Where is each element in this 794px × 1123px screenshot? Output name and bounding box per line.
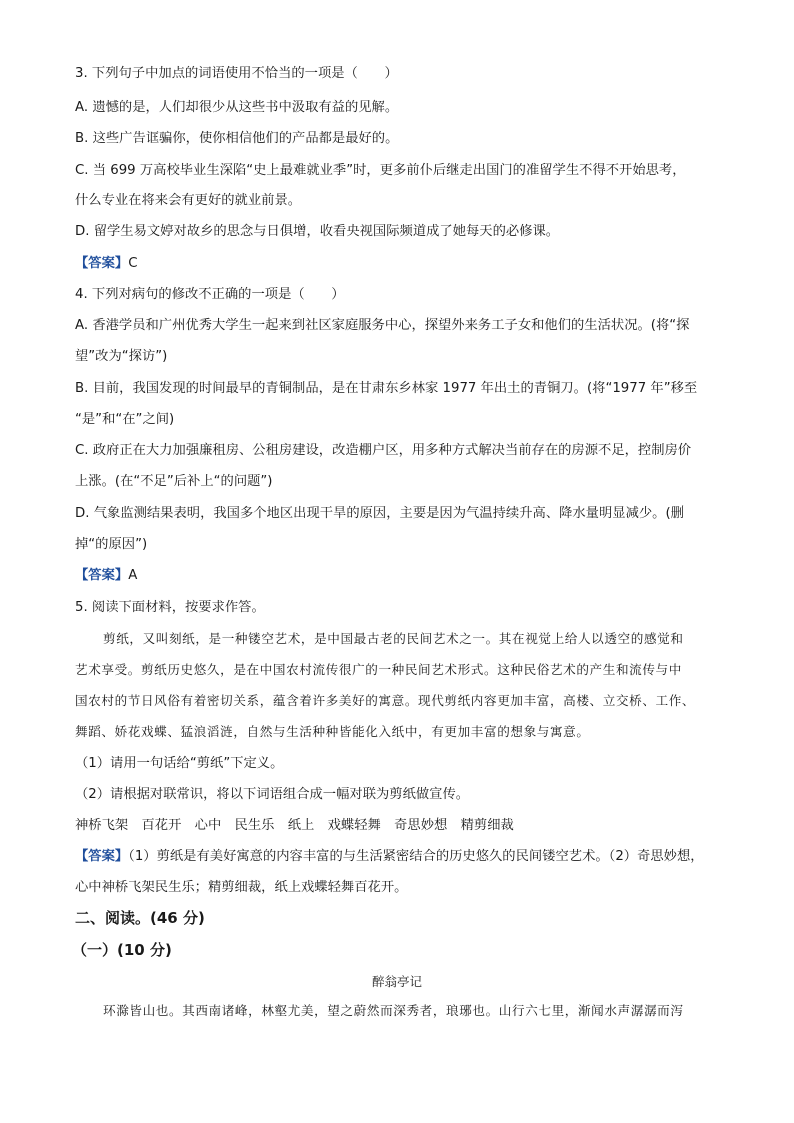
answer-tag: 【答案】 bbox=[75, 568, 129, 583]
q3-option-c-line1: C. 当 699 万高校毕业生深陷“史上最难就业季”时，更多前仆后继走出国门的准留学生不得不开始思考， bbox=[75, 163, 686, 178]
answer-value: A bbox=[128, 568, 138, 583]
answer-tag: 【答案】 bbox=[75, 849, 129, 864]
q4-stem: 4. 下列对病句的修改不正确的一项是（ ） bbox=[75, 287, 345, 302]
passage-title: 醉翁亭记 bbox=[371, 974, 422, 989]
q3-option-b: B. 这些广告诓骗你，使你相信他们的产品都是最好的。 bbox=[75, 131, 399, 146]
q4-option-a-line2: 望”改为“探访”) bbox=[75, 349, 168, 364]
q4-option-a-line1: A. 香港学员和广州优秀大学生一起来到社区家庭服务中心，探望外来务工子女和他们的生活状况。(将“探 bbox=[75, 318, 690, 333]
q5-subquestion-1: （1）请用一句话给“剪纸”下定义。 bbox=[75, 756, 284, 771]
q3-option-d: D. 留学生易文婷对故乡的思念与日俱增，收看央视国际频道成了她每天的必修课。 bbox=[75, 224, 560, 239]
q4-option-d-line1: D. 气象监测结果表明，我国多个地区出现干旱的原因，主要是因为气温持续升高、降水量明显减少。(删 bbox=[75, 506, 684, 521]
q4-option-b-line1: B. 目前，我国发现的时间最早的青铜制品，是在甘肃东乡林家 1977 年出土的青铜刀。(将“1977 年”移至 bbox=[75, 381, 698, 396]
q4-option-b-line2: “是”和“在”之间) bbox=[75, 412, 175, 427]
answer-tag: 【答案】 bbox=[75, 256, 129, 271]
section-heading: 二、阅读。(46 分) bbox=[75, 909, 205, 927]
q4-option-c-line2: 上涨。(在“不足”后补上“的问题”) bbox=[75, 474, 273, 489]
q4-option-c-line1: C. 政府正在大力加强廉租房、公租房建设，改造棚户区，用多种方式解决当前存在的房源不足，控制房价 bbox=[75, 443, 692, 458]
answer-value: C bbox=[128, 256, 138, 271]
q5-answer-line1 bbox=[75, 847, 704, 867]
q3-answer bbox=[75, 254, 137, 274]
q4-answer bbox=[75, 566, 137, 586]
q5-material-line2: 艺术享受。剪纸历史悠久，是在中国农村流传很广的一种民间艺术形式。这种民俗艺术的产生和流传与中 bbox=[75, 662, 682, 677]
q5-subquestion-2: （2）请根据对联常识，将以下词语组合成一幅对联为剪纸做宣传。 bbox=[75, 787, 470, 802]
q5-word-list: 神桥飞架 百花开 心中 民生乐 纸上 戏蝶轻舞 奇思妙想 精剪细裁 bbox=[75, 818, 514, 833]
q3-stem: 3. 下列句子中加点的词语使用不恰当的一项是（ ） bbox=[75, 66, 398, 81]
subsection-heading: （一）(10 分) bbox=[72, 941, 172, 959]
q5-answer-line2: 心中神桥飞架民生乐；精剪细裁，纸上戏蝶轻舞百花开。 bbox=[75, 880, 408, 895]
q4-option-d-line2: 掉“的原因”) bbox=[75, 537, 148, 552]
q3-option-a: A. 遗憾的是，人们却很少从这些书中汲取有益的见解。 bbox=[75, 100, 399, 115]
q5-material-line1: 剪纸，又叫刻纸，是一种镂空艺术，是中国最古老的民间艺术之一。其在视觉上给人以透空的感觉和 bbox=[103, 631, 684, 646]
q5-material-line4: 舞蹈、娇花戏蝶、猛浪滔涟，自然与生活种种皆能化入纸中，有更加丰富的想象与寓意。 bbox=[75, 724, 590, 739]
passage-line1: 环滁皆山也。其西南诸峰，林壑尤美，望之蔚然而深秀者，琅琊也。山行六七里，渐闻水声潺潺而泻 bbox=[103, 1003, 684, 1018]
q5-material-line3: 国农村的节日风俗有着密切关系，蕴含着许多美好的寓意。现代剪纸内容更加丰富，高楼、立交桥、工作、 bbox=[75, 693, 696, 708]
q3-option-c-line2: 什么专业在将来会有更好的就业前景。 bbox=[75, 193, 302, 208]
answer-text: （1）剪纸是有美好寓意的内容丰富的与生活紧密结合的历史悠久的民间镂空艺术。（2）奇思妙想， bbox=[128, 849, 704, 864]
q5-stem: 5. 阅读下面材料，按要求作答。 bbox=[75, 600, 265, 615]
